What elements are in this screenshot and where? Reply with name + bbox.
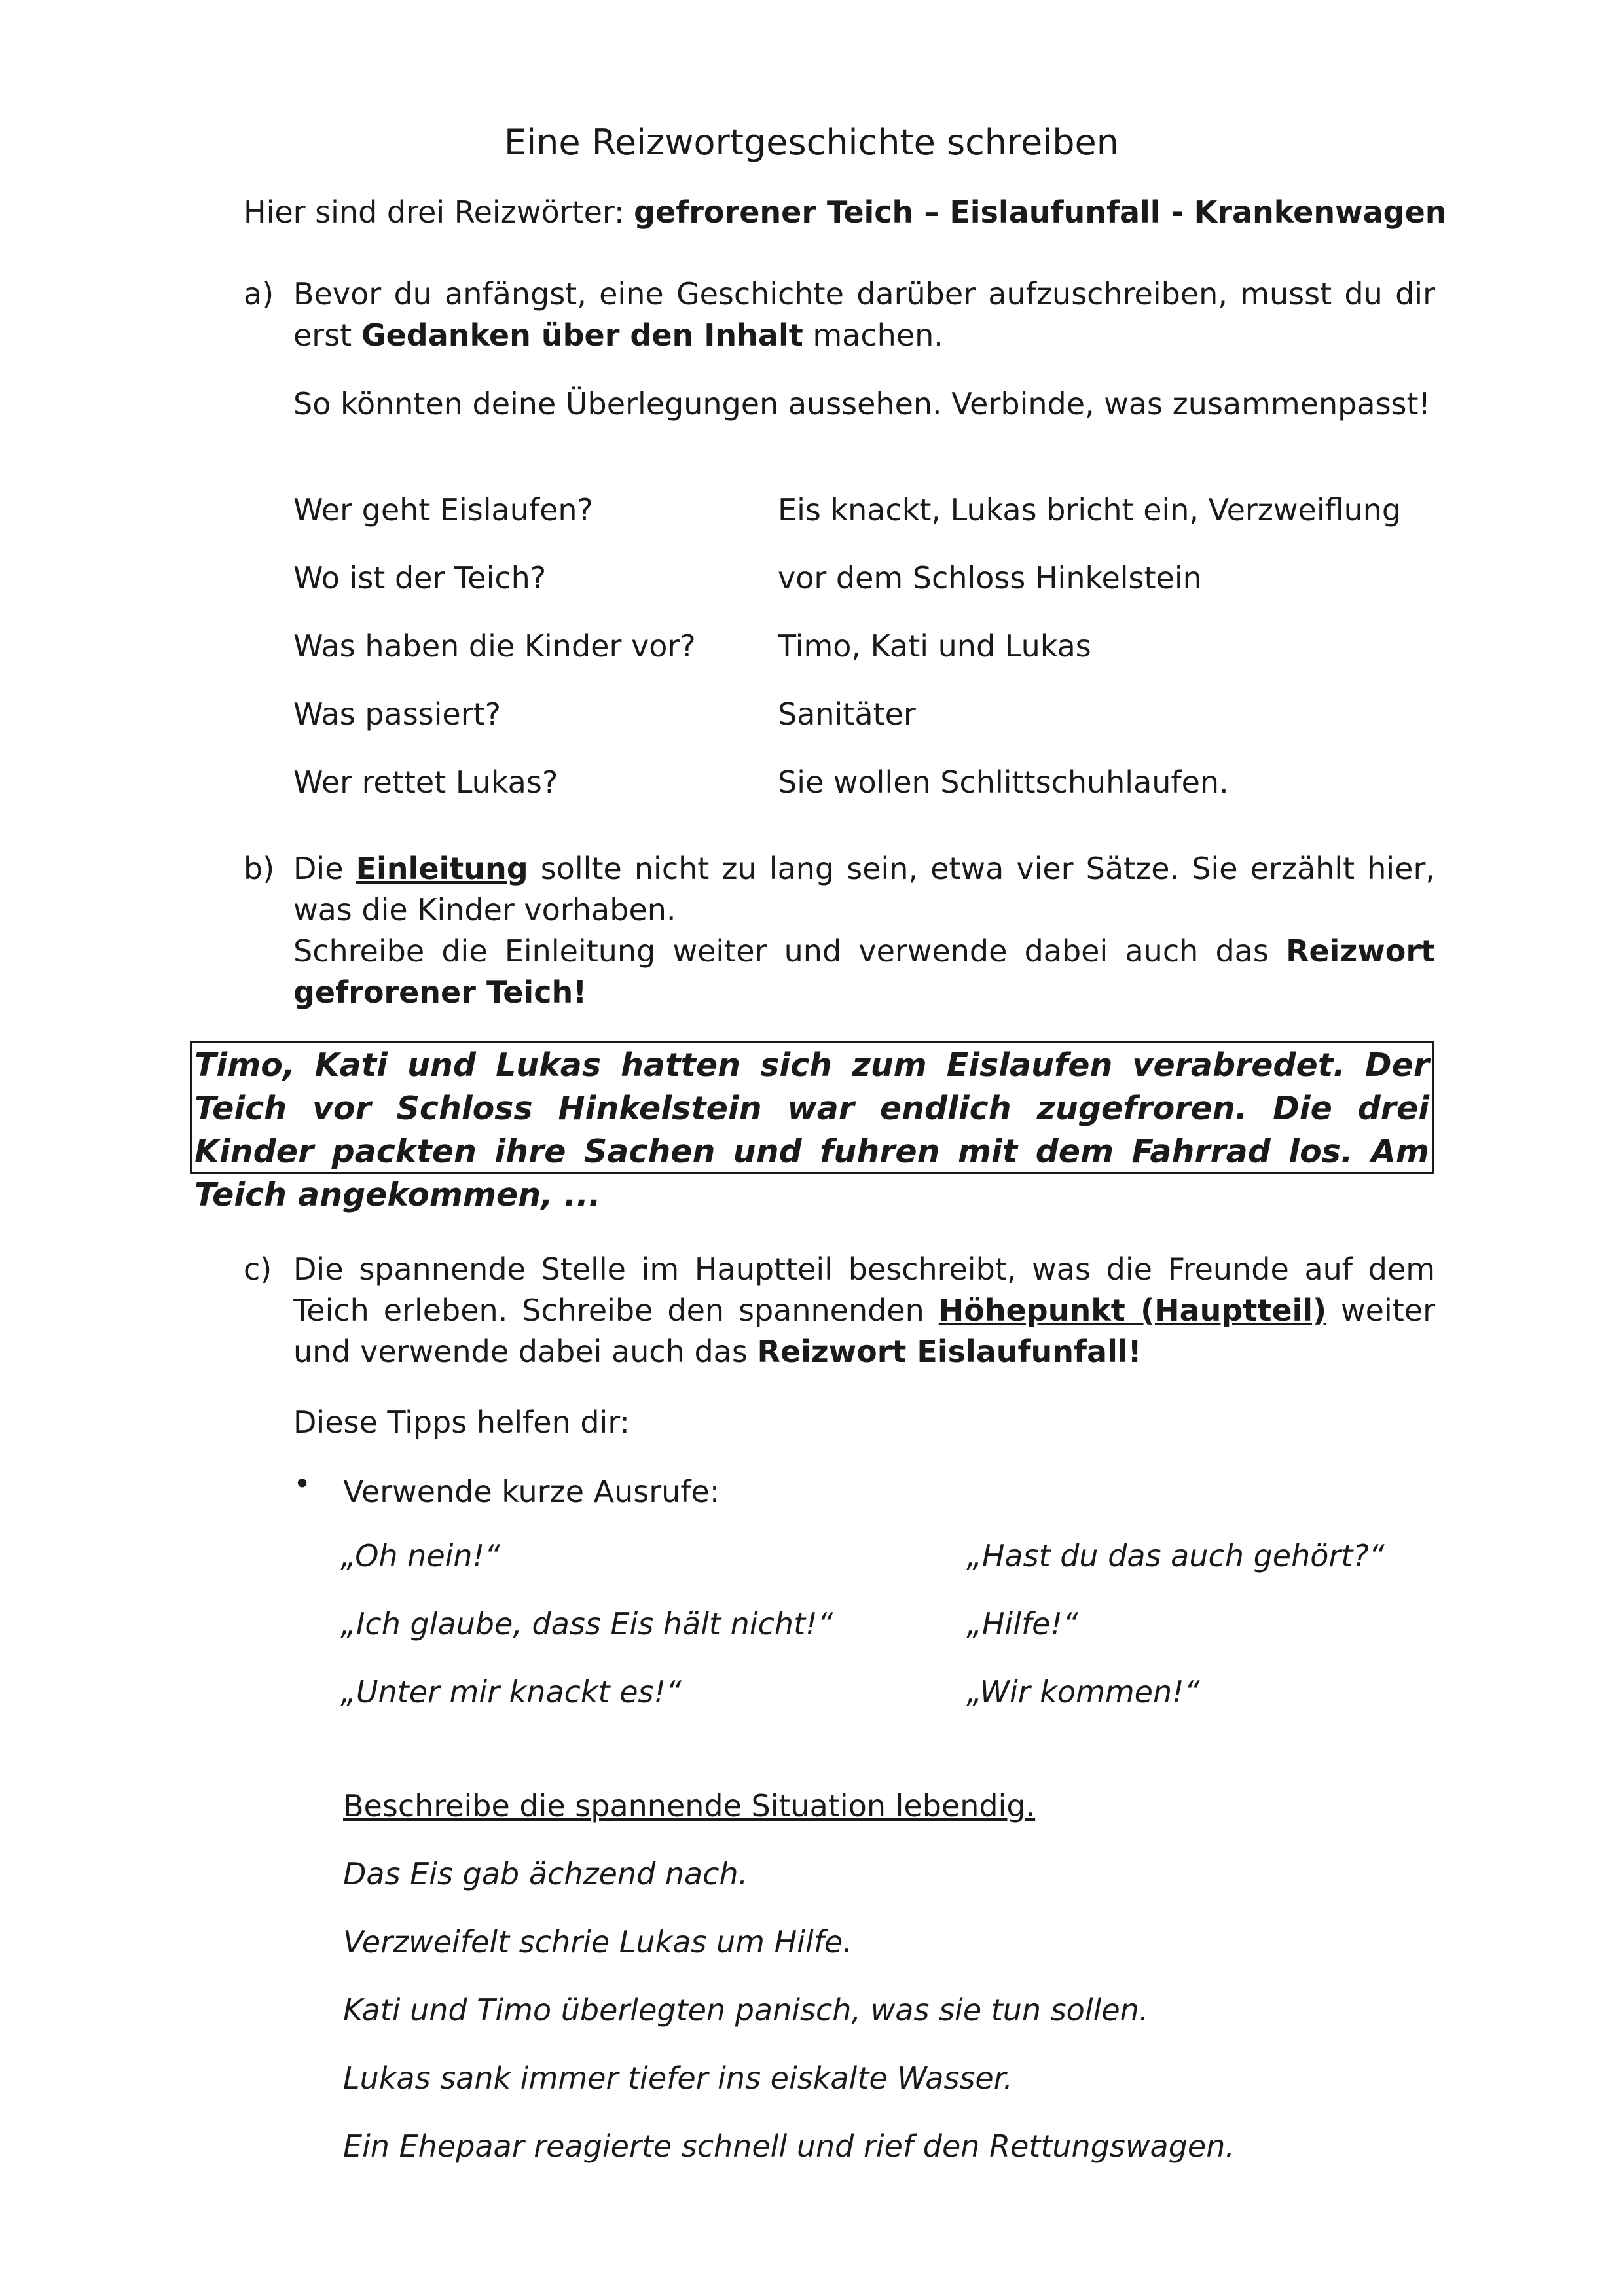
task-c-text-2: weiter und verwende dabei auch das <box>293 1293 1436 1369</box>
bullet-icon: • <box>293 1466 312 1501</box>
intro-prefix: Hier sind drei Reizwörter: <box>244 194 634 230</box>
task-a-connect-text: So könnten deine Überlegungen aussehen. Verbinde, was zusammenpasst! <box>293 386 1431 422</box>
task-a-text-2: machen. <box>803 317 943 353</box>
task-b-text-3: Schreibe die Einleitung weiter und verwende dabei auch das <box>293 933 1286 969</box>
task-b-instruction <box>293 848 1435 931</box>
describe-line: Lukas sank immer tiefer ins eiskalte Wasser. <box>343 2060 1013 2096</box>
task-a <box>244 274 1435 425</box>
describe-heading: Beschreibe die spannende Situation lebendig. <box>343 1788 1036 1823</box>
exclamation-left: „Oh nein!“ <box>340 1538 500 1573</box>
tips-label: Diese Tipps helfen dir: <box>293 1405 630 1440</box>
task-a-text-1: Bevor du anfängst, eine Geschichte darüber aufzuschreiben, musst du dir erst <box>293 276 1435 353</box>
answer: Sanitäter <box>778 696 916 732</box>
answer: vor dem Schloss Hinkelstein <box>778 560 1202 596</box>
task-c-keyword: Höhepunkt (Hauptteil) <box>938 1293 1327 1328</box>
answer: Timo, Kati und Lukas <box>778 628 1091 664</box>
question: Was passiert? <box>293 696 501 732</box>
exclamation-right: „Hilfe!“ <box>966 1606 1078 1641</box>
describe-line: Das Eis gab ächzend nach. <box>343 1856 748 1892</box>
task-a-letter: a) <box>244 276 274 312</box>
task-c-text-1: Die spannende Stelle im Hauptteil beschreibt, was die Freunde auf dem Teich erleben. Schreibe den spannenden <box>293 1251 1435 1328</box>
describe-line: Kati und Timo überlegten panisch, was sie tun sollen. <box>343 1992 1149 2028</box>
task-b-text-1: Die <box>293 851 356 886</box>
task-a-bold: Gedanken über den Inhalt <box>361 317 803 353</box>
exclamation-right: „Hast du das auch gehört?“ <box>966 1538 1385 1573</box>
bullet-text: Verwende kurze Ausrufe: <box>343 1474 720 1509</box>
task-b-bold: Reizwort gefrorener Teich! <box>293 933 1435 1010</box>
intro-line <box>244 190 1447 234</box>
exclamation-left: „Ich glaube, dass Eis hält nicht!“ <box>340 1606 833 1641</box>
question: Wer geht Eislaufen? <box>293 492 593 528</box>
task-c <box>244 1249 1435 1372</box>
question: Was haben die Kinder vor? <box>293 628 696 664</box>
task-b-text-2: sollte nicht zu lang sein, etwa vier Sätze. Sie erzählt hier, was die Kinder vorhaben. <box>293 851 1436 927</box>
exclamation-left: „Unter mir knackt es!“ <box>340 1674 682 1710</box>
stimulus-words: gefrorener Teich – Eislaufunfall - Krankenwagen <box>634 194 1447 230</box>
page-title: Eine Reizwortgeschichte schreiben <box>503 122 1119 163</box>
story-intro-box: Timo, Kati und Lukas hatten sich zum Eislaufen verabredet. Der Teich vor Schloss Hinkelstein war endlich zugefroren. Die drei Kinder packten ihre Sachen und fuhren mit dem Fahrrad los. Am Teich angekommen, ... <box>190 1041 1434 1174</box>
question: Wo ist der Teich? <box>293 560 547 596</box>
describe-line: Verzweifelt schrie Lukas um Hilfe. <box>343 1924 852 1960</box>
answer: Eis knackt, Lukas bricht ein, Verzweiflung <box>778 492 1402 528</box>
answer: Sie wollen Schlittschuhlaufen. <box>778 764 1229 800</box>
exclamation-right: „Wir kommen!“ <box>966 1674 1200 1710</box>
describe-line: Ein Ehepaar reagierte schnell und rief den Rettungswagen. <box>343 2128 1235 2164</box>
task-b <box>244 848 1435 1013</box>
task-b-instruction-2 <box>293 931 1435 1013</box>
task-b-keyword: Einleitung <box>356 851 528 886</box>
task-a-instruction <box>293 274 1435 356</box>
task-c-letter: c) <box>244 1251 272 1287</box>
task-b-letter: b) <box>244 851 275 886</box>
task-c-instruction <box>293 1249 1435 1372</box>
question: Wer rettet Lukas? <box>293 764 558 800</box>
task-c-bold: Reizwort Eislaufunfall! <box>757 1334 1142 1369</box>
